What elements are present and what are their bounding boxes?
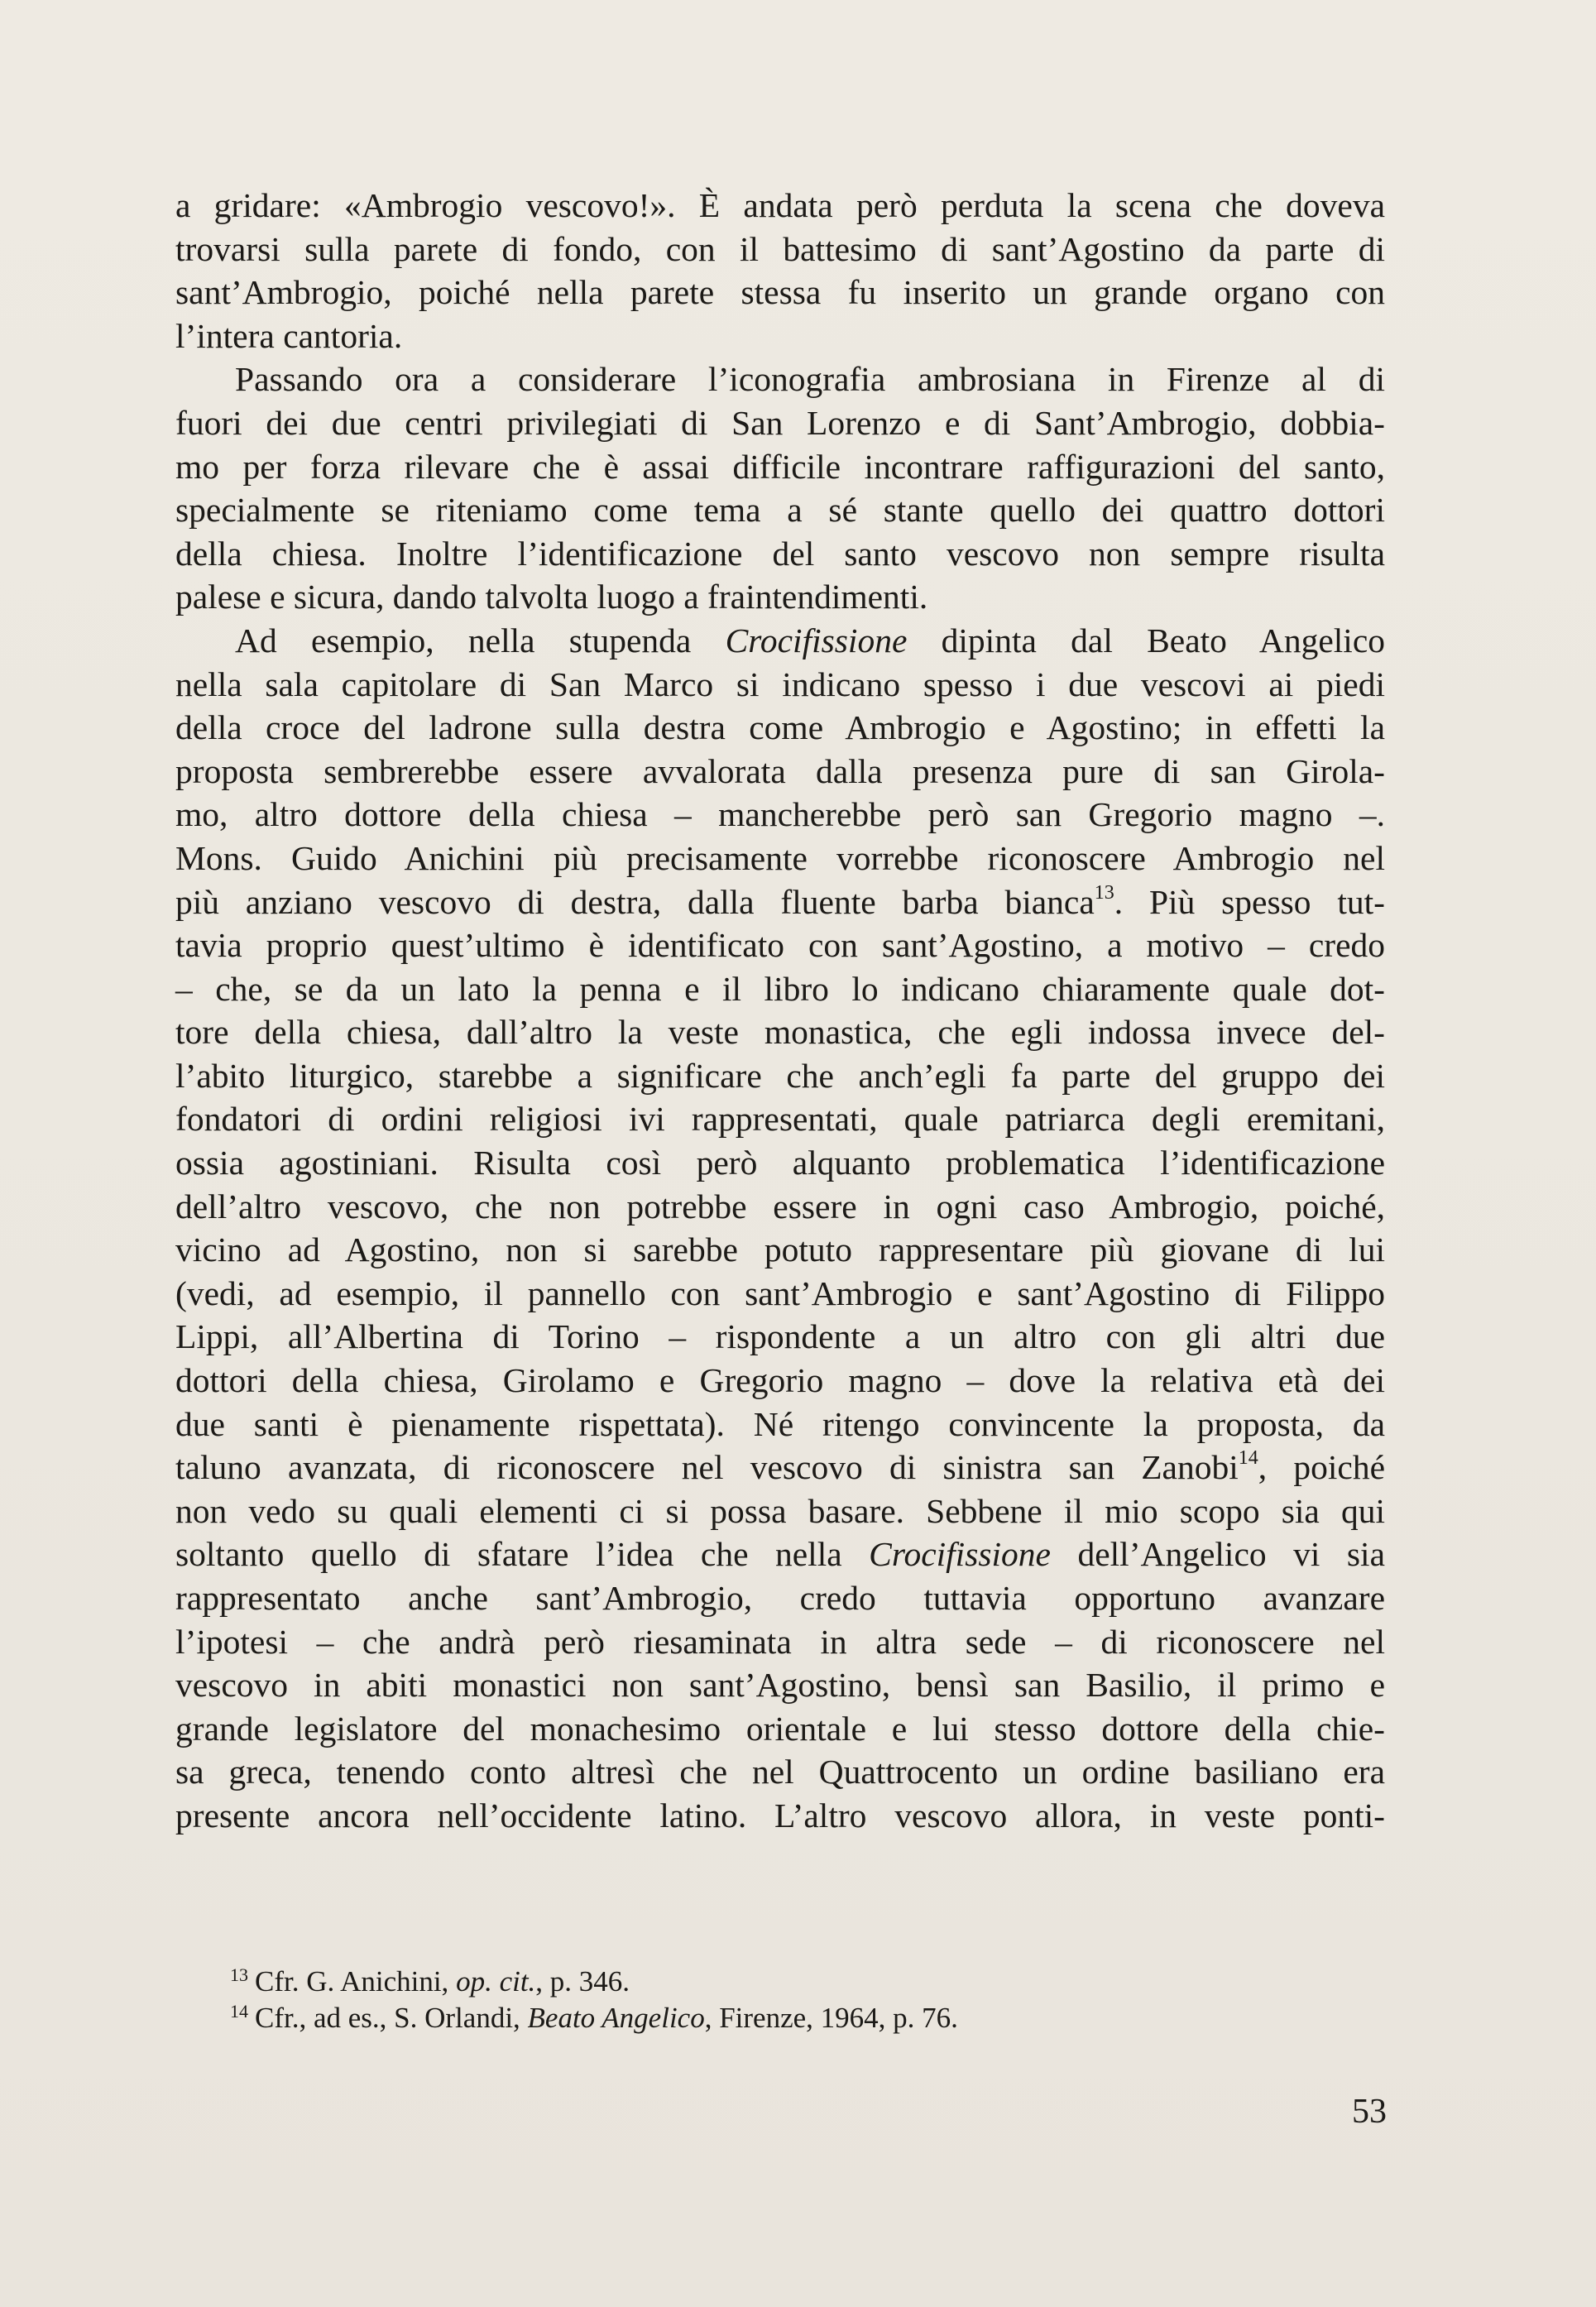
italic-title: Crocifissione — [869, 1535, 1051, 1574]
text-line: soltanto quello di sfatare l’idea che nella Crocifissione dell’Angelico vi sia — [175, 1535, 1385, 1574]
text-line: l’abito liturgico, starebbe a significare che anch’egli fa parte del gruppo dei — [175, 1056, 1385, 1095]
text-line: palese e sicura, dando talvolta luogo a fraintendimenti. — [175, 578, 928, 616]
body-text — [175, 184, 1385, 1838]
footnotes — [232, 1964, 1142, 2036]
footnote — [232, 1964, 1142, 2000]
text-line: rappresentato anche sant’Ambrogio, credo tuttavia opportuno avanzare — [175, 1579, 1385, 1617]
footnote-number: 13 — [230, 1964, 248, 1985]
footnote — [232, 2000, 1142, 2036]
text-line: Mons. Guido Anichini più precisamente vorrebbe riconoscere Ambrogio nel — [175, 838, 1385, 877]
text-line: ossia agostiniani. Risulta così però alquanto problematica l’identificazione — [175, 1144, 1385, 1182]
text-line: due santi è pienamente rispettata). Né ritengo convincente la proposta, da — [175, 1404, 1385, 1443]
footnote-text: Cfr. G. Anichini, op. cit., p. 346. — [255, 1965, 630, 1998]
text-line: fondatori di ordini religiosi ivi rappresentati, quale patriarca degli eremitani, — [175, 1100, 1385, 1139]
text-line: più anziano vescovo di destra, dalla fluente barba bianca$^{13}$. Più spesso tut- — [175, 881, 1385, 921]
text-line: Ad esempio, nella stupenda Crocifissione dipinta dal Beato Angelico — [235, 621, 1385, 659]
text-line: presente ancora nell’occidente latino. L’altro vescovo allora, in veste ponti- — [175, 1796, 1385, 1835]
text-line: fuori dei due centri privilegiati di San Lorenzo e di Sant’Ambrogio, dobbia- — [175, 403, 1385, 442]
text-line: vicino ad Agostino, non si sarebbe potuto rappresentare più giovane di lui — [175, 1230, 1385, 1269]
text-line: sant’Ambrogio, poiché nella parete stessa fu inserito un grande organo con — [175, 273, 1385, 312]
text-line: tavia proprio quest’ultimo è identificato con sant’Agostino, a motivo – credo — [175, 926, 1385, 965]
footnote-ref: 14 — [1238, 1447, 1258, 1470]
footnote-italic: op. cit. — [456, 1965, 536, 1998]
text-line: grande legislatore del monachesimo orientale e lui stesso dottore della chie- — [175, 1709, 1385, 1748]
footnote-italic: Beato Angelico — [527, 2002, 705, 2034]
italic-title: Crocifissione — [725, 621, 908, 659]
text-line: Passando ora a considerare l’iconografia ambrosiana in Firenze al di — [235, 360, 1385, 399]
text-line: sa greca, tenendo conto altresì che nel Quattrocento un ordine basiliano era — [175, 1753, 1385, 1791]
text-line: – che, se da un lato la penna e il libro lo indicano chiaramente quale dot- — [175, 969, 1385, 1008]
text-line: proposta sembrerebbe essere avvalorata dalla presenza pure di san Girola- — [175, 751, 1385, 790]
text-line: vescovo in abiti monastici non sant’Agostino, bensì san Basilio, il primo e — [175, 1666, 1385, 1705]
text-line: nella sala capitolare di San Marco si indicano spesso i due vescovi ai piedi — [175, 664, 1385, 703]
text-line: Lippi, all’Albertina di Torino – rispondente a un altro con gli altri due — [175, 1317, 1385, 1356]
text-line: (vedi, ad esempio, il pannello con sant’Ambrogio e sant’Agostino di Filippo — [175, 1273, 1385, 1312]
text-line: della croce del ladrone sulla destra come Ambrogio e Agostino; in effetti la — [175, 708, 1385, 747]
footnote-number: 14 — [230, 2001, 248, 2022]
text-line: mo, altro dottore della chiesa – mancherebbe però san Gregorio magno –. — [175, 795, 1385, 834]
text-line: non vedo su quali elementi ci si possa basare. Sebbene il mio scopo sia qui — [175, 1491, 1385, 1530]
page-number: 53 — [1352, 2093, 1387, 2131]
text-line: l’intera cantoria. — [175, 316, 403, 355]
footnote-ref: 13 — [1094, 881, 1114, 904]
text-line: dell’altro vescovo, che non potrebbe essere in ogni caso Ambrogio, poiché, — [175, 1187, 1385, 1225]
text-line: l’ipotesi – che andrà però riesaminata in altra sede – di riconoscere nel — [175, 1622, 1385, 1661]
text-line: specialmente se riteniamo come tema a sé stante quello dei quattro dottori — [175, 491, 1385, 530]
text-line: trovarsi sulla parete di fondo, con il battesimo di sant’Agostino da parte di — [175, 229, 1385, 268]
text-line: tore della chiesa, dall’altro la veste monastica, che egli indossa invece del- — [175, 1013, 1385, 1052]
text-line: a gridare: «Ambrogio vescovo!». È andata però perduta la scena che doveva — [175, 186, 1385, 224]
text-line: mo per forza rilevare che è assai difficile incontrare raffigurazioni del santo, — [175, 447, 1385, 486]
text-line: della chiesa. Inoltre l’identificazione del santo vescovo non sempre risulta — [175, 534, 1385, 573]
text-line: dottori della chiesa, Girolamo e Gregorio magno – dove la relativa età dei — [175, 1361, 1385, 1400]
text-line: taluno avanzata, di riconoscere nel vescovo di sinistra san Zanobi$^{14}$, poiché — [175, 1447, 1385, 1487]
footnote-text: Cfr., ad es., S. Orlandi, Beato Angelico, Firenze, 1964, p. 76. — [255, 2002, 958, 2034]
